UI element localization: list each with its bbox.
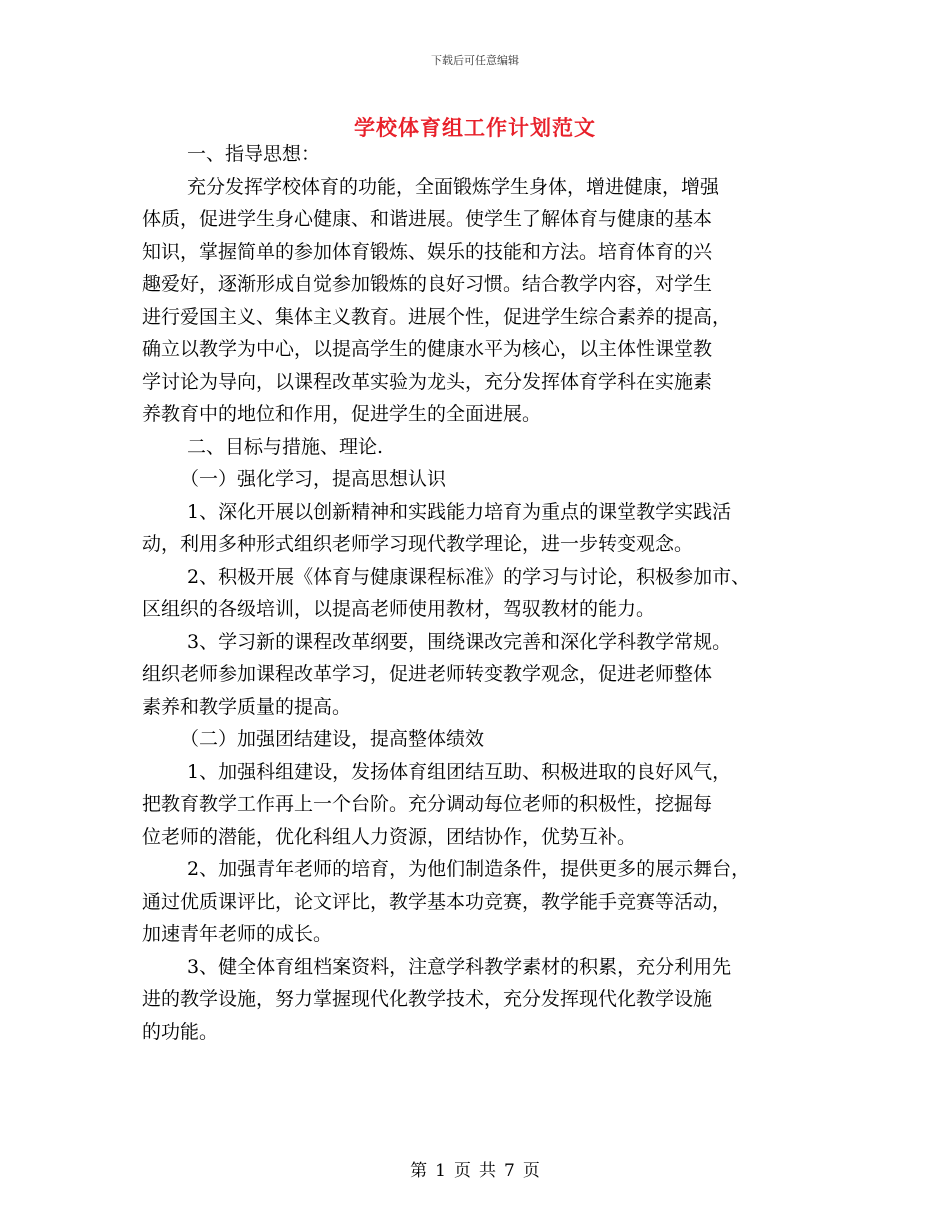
paragraph-line: 2、加强青年老师的培育，为他们制造条件，提供更多的展示舞台， bbox=[187, 858, 751, 880]
document-body bbox=[142, 138, 814, 1048]
paragraph-line: 进的教学设施，努力掌握现代化教学技术，充分发挥现代化教学设施 bbox=[142, 988, 713, 1010]
footer-total-pages: 7 bbox=[504, 1161, 515, 1181]
paragraph-line: 确立以教学为中心，以提高学生的健康水平为核心，以主体性课堂教 bbox=[142, 338, 713, 360]
footer-prefix: 第 bbox=[410, 1161, 428, 1181]
section-heading: 二、目标与措施、理论. bbox=[187, 435, 384, 458]
paragraph-line: 充分发挥学校体育的功能，全面锻炼学生身体，增进健康，增强 bbox=[187, 175, 720, 198]
paragraph-line: 趣爱好，逐渐形成自觉参加锻炼的良好习惯。结合教学内容，对学生 bbox=[142, 273, 713, 295]
paragraph-line: 2、积极开展《体育与健康课程标准》的学习与讨论，积极参加市、 bbox=[187, 565, 751, 588]
footer-page-label: 页 bbox=[454, 1161, 471, 1181]
paragraph-line: 把教育教学工作再上一个台阶。充分调动每位老师的积极性，挖掘每 bbox=[142, 793, 713, 815]
page-footer bbox=[0, 1156, 950, 1181]
paragraph-line: 进行爱国主义、集体主义教育。进展个性，促进学生综合素养的提高， bbox=[142, 305, 732, 328]
page-header-note: 下载后可任意编辑 bbox=[431, 54, 519, 67]
paragraph-line: 3、学习新的课程改革纲要，围绕课改完善和深化学科教学常规。 bbox=[187, 630, 732, 653]
paragraph-line: 养教育中的地位和作用，促进学生的全面进展。 bbox=[142, 403, 542, 425]
paragraph-line: 1、深化开展以创新精神和实践能力培育为重点的课堂教学实践活 bbox=[187, 500, 732, 523]
paragraph-line: 动，利用多种形式组织老师学习现代教学理论，进一步转变观念。 bbox=[142, 533, 694, 555]
paragraph-line: 加速青年老师的成长。 bbox=[142, 923, 333, 945]
paragraph-line: 知识，掌握简单的参加体育锻炼、娱乐的技能和方法。培育体育的兴 bbox=[142, 240, 713, 263]
footer-suffix: 页 bbox=[522, 1161, 540, 1181]
subsection-heading: （一）强化学习，提高思想认识 bbox=[180, 468, 447, 490]
document-title: 学校体育组工作计划范文 bbox=[354, 115, 596, 140]
paragraph-line: 学讨论为导向，以课程改革实验为龙头，充分发挥体育学科在实施素 bbox=[142, 370, 713, 393]
paragraph-line: 的功能。 bbox=[142, 1020, 219, 1043]
paragraph-line: 素养和教学质量的提高。 bbox=[142, 695, 352, 718]
paragraph-line: 体质，促进学生身心健康、和谐进展。使学生了解体育与健康的基本 bbox=[142, 208, 713, 230]
footer-page-number: 1 bbox=[435, 1161, 446, 1181]
subsection-heading: （二）加强团结建设，提高整体绩效 bbox=[180, 728, 485, 750]
paragraph-line: 通过优质课评比，论文评比，教学基本功竞赛，教学能手竞赛等活动， bbox=[142, 890, 732, 913]
paragraph-line: 1、加强科组建设，发扬体育组团结互助、积极进取的良好风气， bbox=[187, 760, 732, 783]
paragraph-line: 3、健全体育组档案资料，注意学科教学素材的积累，充分利用先 bbox=[187, 955, 732, 978]
paragraph-line: 组织老师参加课程改革学习，促进老师转变教学观念，促进老师整体 bbox=[142, 663, 713, 685]
paragraph-line: 区组织的各级培训，以提高老师使用教材，驾驭教材的能力。 bbox=[142, 598, 656, 620]
footer-total-label: 共 bbox=[479, 1161, 496, 1181]
paragraph-line: 位老师的潜能，优化科组人力资源，团结协作，优势互补。 bbox=[142, 825, 637, 848]
section-heading: 一、指导思想： bbox=[187, 143, 321, 165]
